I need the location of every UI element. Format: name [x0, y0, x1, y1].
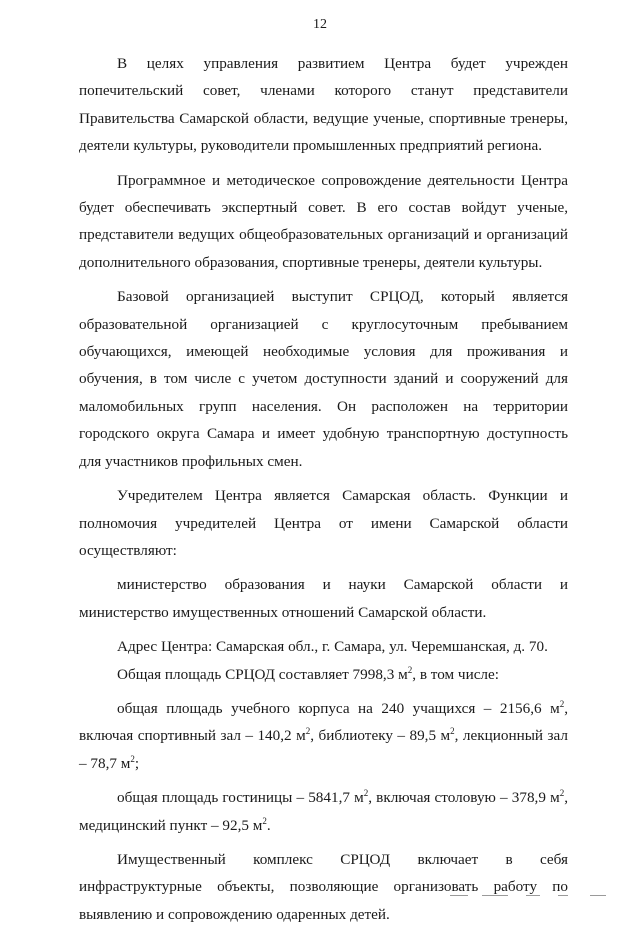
academic-tail: ;: [134, 754, 140, 772]
superscript: 2: [407, 664, 413, 675]
paragraph-total-area: [79, 661, 568, 688]
paragraph-property-complex: Имущественный комплекс СРЦОД включает в себя инфраструктурные объекты, позволяющие организовать работу по выявлению и сопровождению одаренных детей.: [79, 850, 568, 923]
document-body: [79, 50, 568, 935]
superscript: 2: [559, 698, 565, 709]
paragraph-academic-building: [79, 695, 568, 777]
paragraph-base-organization: Базовой организацией выступит СРЦОД, который является образовательной организацией с круглосуточным пребыванием обучающихся, имеющей необходимые условия для проживания и обучения, в том числе с учетом доступности зданий и сооружений для маломобильных групп населения. Он расположен на территории городского округа Самара и имеет удобную транспортную доступность для участников профильных смен.: [79, 288, 568, 470]
hotel-area-text: общая площадь гостиницы – 5841,7 м: [117, 789, 364, 807]
superscript: 2: [559, 788, 565, 799]
canteen-text: , включая столовую – 378,9 м: [368, 789, 560, 807]
paragraph-board-of-trustees: В целях управления развитием Центра будет учрежден попечительский совет, членами которого станут представители Правительства Самарской области, ведущие ученые, спортивные тренеры, деятели культуры, руководители промышленных предприятий региона.: [79, 55, 568, 155]
scan-artifact: [430, 893, 610, 899]
page-number: 12: [313, 17, 327, 32]
paragraph-address: Адрес Центра: Самарская обл., г. Самара, ул. Черемшанская, д. 70.: [117, 638, 548, 656]
total-area-text: Общая площадь СРЦОД составляет 7998,3 м: [117, 665, 408, 683]
superscript: 2: [305, 726, 311, 737]
medical-point-text: , медицинский пункт – 92,5 м: [79, 789, 568, 834]
superscript: 2: [262, 815, 267, 826]
academic-area-text: общая площадь учебного корпуса на 240 учащихся – 2156,6 м: [117, 699, 560, 717]
lecture-hall-text: , лекционный зал – 78,7 м: [79, 727, 568, 772]
superscript: 2: [130, 753, 135, 764]
hotel-tail: .: [266, 816, 271, 834]
library-text: , библиотеку – 89,5 м: [310, 727, 451, 745]
paragraph-founder: Учредителем Центра является Самарская область. Функции и полномочия учредителей Центра от имени Самарской области осуществляют:: [79, 487, 568, 559]
total-area-tail: , в том числе:: [412, 665, 499, 683]
sports-hall-text: , включая спортивный зал – 140,2 м: [79, 699, 568, 745]
paragraph-hotel: [79, 784, 568, 839]
superscript: 2: [450, 726, 455, 737]
paragraph-expert-council: Программное и методическое сопровождение деятельности Центра будет обеспечивать экспертный совет. В его состав войдут ученые, представители ведущих общеобразовательных организаций и организаций дополнительного образования, спортивные тренеры, деятели культуры.: [79, 171, 568, 271]
superscript: 2: [363, 788, 369, 799]
paragraph-ministries: министерство образования и науки Самарской области и министерство имущественных отношений Самарской области.: [79, 576, 568, 621]
